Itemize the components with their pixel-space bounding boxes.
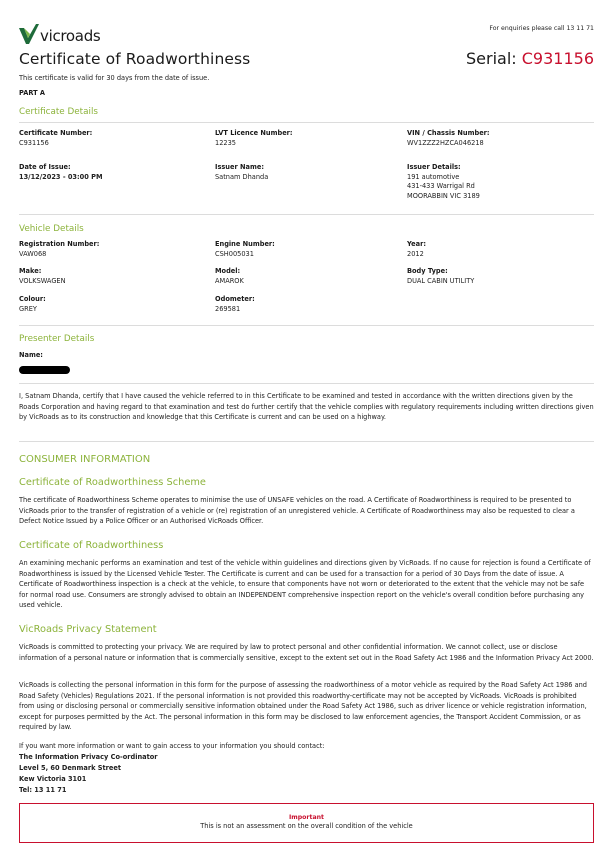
enquiry-note: For enquiries please call 13 11 71 xyxy=(489,25,594,32)
make-value: VOLKSWAGEN xyxy=(19,276,66,285)
redacted-name xyxy=(19,366,70,374)
divider xyxy=(19,441,594,442)
year-value: 2012 xyxy=(407,249,424,258)
date-of-issue-label: Date of Issue: xyxy=(19,163,71,171)
issuer-details-line: 191 automotive xyxy=(407,172,460,181)
privacy-text-1: VicRoads is committed to protecting your privacy. We are required by law to protect personal and other confidential information. We cannot collect, use or disclose information of a personal nature or information that is commercially sensitive, except to the extent set out in the Road Safety Act 1986 and the Information Privacy Act 2000. xyxy=(19,643,594,662)
odometer-field xyxy=(215,295,255,314)
serial-value: C931156 xyxy=(521,49,594,68)
divider xyxy=(19,325,594,326)
certificate-text: An examining mechanic performs an examination and test of the vehicle within guidelines and directions given by VicRoads. If no cause for rejection is found a Certificate of Roadworthiness is issued by the Licensed Vehicle Tester. The Certificate is current and can be used for a transaction for a period of 30 Days from the date of issue. A Certificate of Roadworthiness inspection is a check at the vehicle, to ensure that components have not worn or deteriorated to the extent that the vehicle may not be safe for normal road use. Consumers are strongly advised to obtain an INDEPENDENT comprehensive inspection report on the vehicle's overall condition before purchasing any used vehicle. xyxy=(19,559,591,610)
issuer-name-field xyxy=(215,163,268,182)
issuer-name-label: Issuer Name: xyxy=(215,163,264,171)
vehicle-details-heading: Vehicle Details xyxy=(19,224,84,234)
engine-number-label: Engine Number: xyxy=(215,240,275,248)
make-field xyxy=(19,267,66,286)
part-label: PART A xyxy=(19,89,46,97)
issuer-details-line: MOORABBIN VIC 3189 xyxy=(407,191,480,200)
vicroads-tick-icon xyxy=(19,24,39,44)
contact-block xyxy=(19,741,325,796)
divider xyxy=(19,122,594,123)
certificate-number-value: C931156 xyxy=(19,138,49,147)
certificate-heading: Certificate of Roadworthiness xyxy=(19,540,164,551)
contact-tel: Tel: 13 11 71 xyxy=(19,786,67,795)
certificate-number-label: Certificate Number: xyxy=(19,129,93,137)
divider xyxy=(19,214,594,215)
vin-field xyxy=(407,129,490,148)
issuer-details-line: 431-433 Warrigal Rd xyxy=(407,182,475,191)
body-type-label: Body Type: xyxy=(407,267,448,275)
notice-message: This is not an assessment on the overall condition of the vehicle xyxy=(200,822,413,830)
vin-label: VIN / Chassis Number: xyxy=(407,129,490,137)
body-type-value: DUAL CABIN UTILITY xyxy=(407,276,475,285)
year-label: Year: xyxy=(407,240,426,248)
model-value: AMAROK xyxy=(215,276,244,285)
engine-number-value: CSH005031 xyxy=(215,249,254,258)
colour-value: GREY xyxy=(19,304,37,313)
year-field xyxy=(407,240,426,259)
privacy-text-2: VicRoads is collecting the personal information in this form for the purpose of assessing the roadworthiness of a motor vehicle as required by the Road Safety Act 1986 and Road Safety (Vehicles) Regulations 2021. If the personal information is not provided this roadworthy-certificate may not be accepted by VicRoads. VicRoads is prohibited from using or disclosing personal or commercially sensitive information obtained under the Road Safety Act 1986, such as driver licence or vehicle registration information, except for purposes permitted by the Act. The personal information in this form may be disclosed to law enforcement agencies, the Transport Accident Commission, or as required by law. xyxy=(19,681,587,732)
registration-number-label: Registration Number: xyxy=(19,240,100,248)
odometer-value: 269581 xyxy=(215,304,241,313)
serial-number xyxy=(466,49,594,68)
scheme-text: The certificate of Roadworthiness Scheme operates to minimise the use of UNSAFE vehicles on the road. A Certificate of Roadworthiness is required to be presented to VicRoads prior to the transfer of registration of a vehicle or (re) registration of an unregistered vehicle. A Certificate of Roadworthiness may also be requested to clear a Defect Notice Issued by a Police Officer or an Authorised VicRoads Officer. xyxy=(19,496,575,526)
consumer-information-heading: CONSUMER INFORMATION xyxy=(19,454,151,465)
presenter-details-heading: Presenter Details xyxy=(19,334,95,344)
make-label: Make: xyxy=(19,267,42,275)
certification-statement: I, Satnam Dhanda, certify that I have caused the vehicle referred to in this Certificate to be examined and tested in accordance with the written directions given by the Roads Corporation and having regard to that examination and test do further certify that the vehicle complies with regulatory requirements including written directions given by VicRoads as to its construction and knowledge that this Certificate is current and can be used on a highway. xyxy=(19,392,594,422)
scheme-heading: Certificate of Roadworthiness Scheme xyxy=(19,477,206,488)
model-field xyxy=(215,267,244,286)
presenter-name-field xyxy=(19,351,43,361)
contact-intro: If you want more information or want to gain access to your information you should contact: xyxy=(19,742,325,750)
serial-label: Serial: xyxy=(465,49,517,68)
date-of-issue-field xyxy=(19,163,103,182)
certificate-details-heading: Certificate Details xyxy=(19,107,98,117)
contact-address-2: Kew Victoria 3101 xyxy=(19,775,87,784)
logo-text: vicroads xyxy=(40,27,101,45)
notice-heading: Important xyxy=(289,814,324,821)
issuer-details-field xyxy=(407,163,480,201)
divider xyxy=(19,383,594,384)
colour-field xyxy=(19,295,46,314)
odometer-label: Odometer: xyxy=(215,295,255,303)
registration-number-value: VAW068 xyxy=(19,249,47,258)
colour-label: Colour: xyxy=(19,295,46,303)
presenter-name-label: Name: xyxy=(19,351,43,359)
issuer-name-value: Satnam Dhanda xyxy=(215,172,269,181)
privacy-heading: VicRoads Privacy Statement xyxy=(19,624,157,635)
contact-org: The Information Privacy Co-ordinator xyxy=(19,753,158,762)
contact-address-1: Level 5, 60 Denmark Street xyxy=(19,764,122,773)
lvt-licence-field xyxy=(215,129,293,148)
certificate-number-field xyxy=(19,129,92,148)
registration-number-field xyxy=(19,240,99,259)
page-title: Certificate of Roadworthiness xyxy=(19,50,251,68)
engine-number-field xyxy=(215,240,275,259)
lvt-licence-label: LVT Licence Number: xyxy=(215,129,293,137)
lvt-licence-value: 12235 xyxy=(215,138,236,147)
vicroads-logo xyxy=(19,22,100,44)
issuer-details-label: Issuer Details: xyxy=(407,163,461,171)
date-of-issue-value: 13/12/2023 - 03:00 PM xyxy=(19,172,103,181)
validity-note: This certificate is valid for 30 days from the date of issue. xyxy=(19,74,210,82)
vin-value: WV1ZZZ2HZCA046218 xyxy=(407,138,484,147)
model-label: Model: xyxy=(215,267,241,275)
important-notice xyxy=(19,803,594,843)
body-type-field xyxy=(407,267,474,286)
